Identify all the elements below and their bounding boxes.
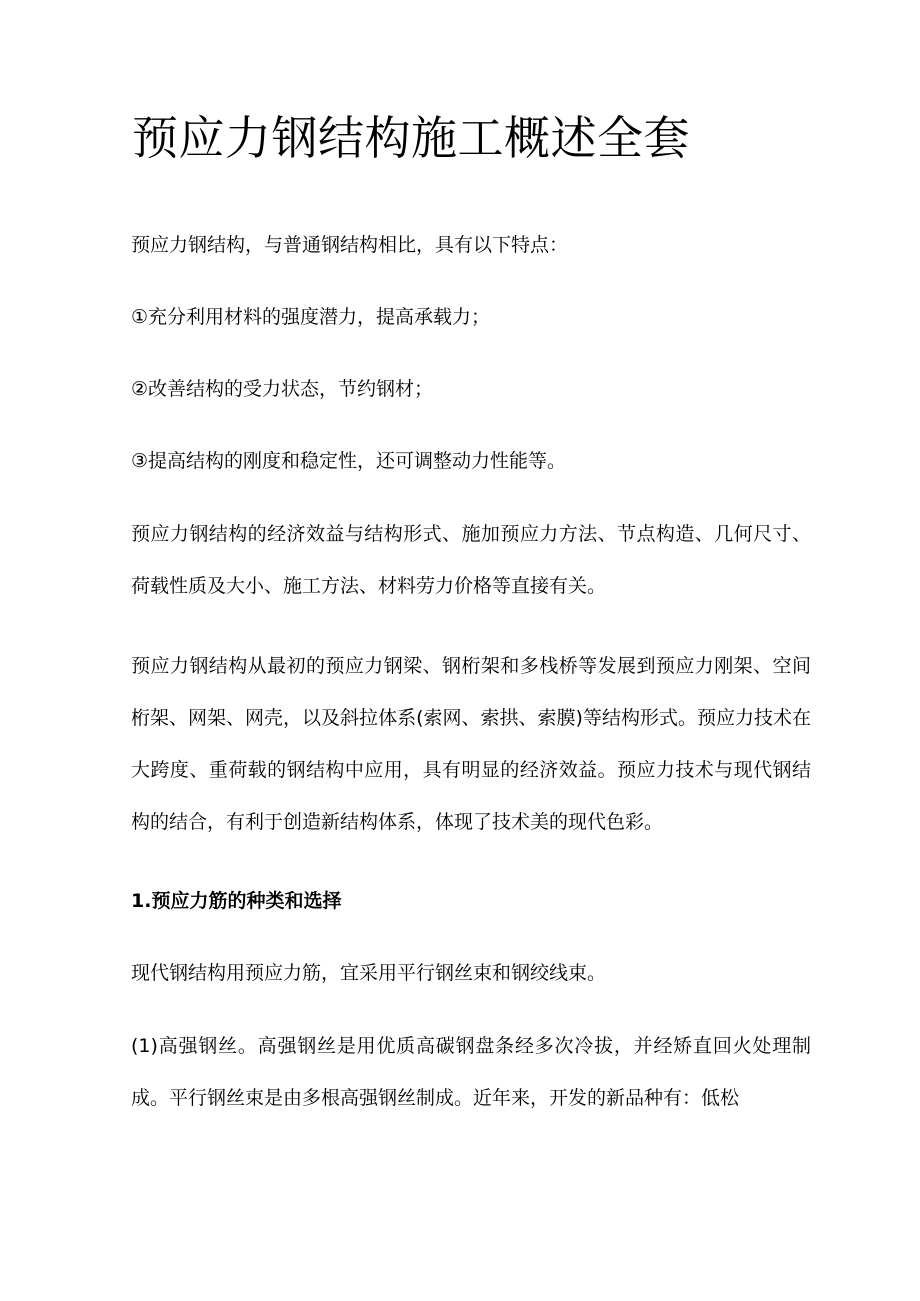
- paragraph-features-intro: 预应力钢结构，与普通钢结构相比，具有以下特点：: [131, 234, 569, 256]
- section-heading-tendon-types: 1.预应力筋的种类和选择: [131, 890, 342, 912]
- paragraph-economic-factors: 预应力钢结构的经济效益与结构形式、施加预应力方法、节点构造、几何尺寸、荷载性质及大小、施工方法、材料劳力价格等直接有关。: [131, 523, 811, 597]
- paragraph-feature-2: ②改善结构的受力状态，节约钢材；: [131, 378, 434, 400]
- paragraph-high-strength-wire: (1)高强钢丝。高强钢丝是用优质高碳钢盘条经多次冷拔，并经矫直回火处理制成。平行钢丝束是由多根高强钢丝制成。近年来，开发的新品种有：低松: [131, 1035, 811, 1109]
- paragraph-development: 预应力钢结构从最初的预应力钢梁、钢桁架和多栈桥等发展到预应力刚架、空间桁架、网架、网壳，以及斜拉体系(索网、索拱、索膜)等结构形式。预应力技术在大跨度、重荷载的钢结构中应用，具有明显的经济效益。预应力技术与现代钢结构的结合，有利于创造新结构体系，体现了技术美的现代色彩。: [131, 655, 811, 833]
- paragraph-feature-1: ①充分利用材料的强度潜力，提高承载力；: [131, 306, 491, 328]
- document-body: [131, 220, 811, 1152]
- document-title: 预应力钢结构施工概述全套: [132, 111, 690, 165]
- paragraph-tendon-recommendation: 现代钢结构用预应力筋，宜采用平行钢丝束和钢绞线束。: [131, 962, 607, 984]
- paragraph-feature-3: ③提高结构的刚度和稳定性，还可调整动力性能等。: [131, 450, 567, 472]
